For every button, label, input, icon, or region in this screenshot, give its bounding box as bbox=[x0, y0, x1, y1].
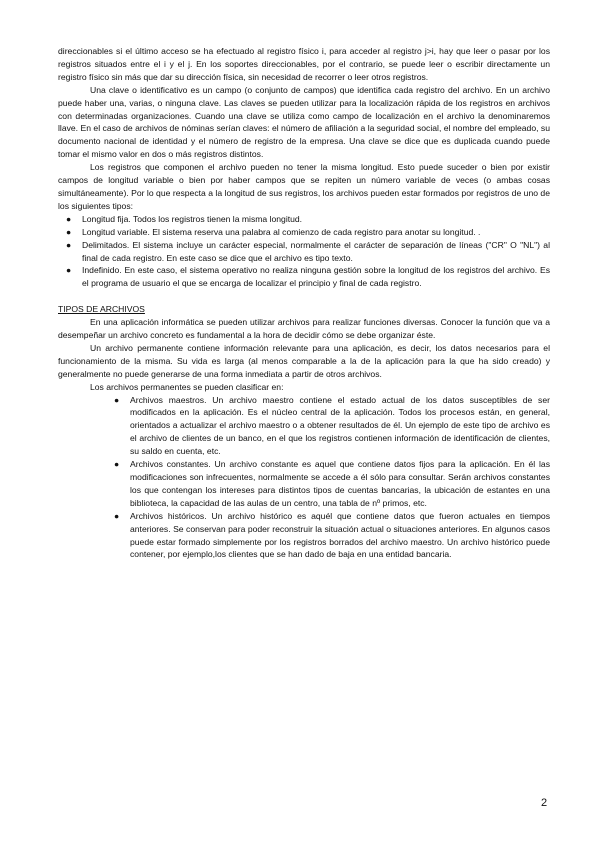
list-item: ● Archivos históricos. Un archivo histórico es aquél que contiene datos que fueron actuales en tiempos anteriores. Se conservan para poder reconstruir la situación actual o situaciones anteriores. En algunos casos puede estar formado simplemente por los registros borrados del archivo maestro. Un archivo histórico puede contener, por ejemplo,los clientes que se han dado de baja en una entidad bancaria. bbox=[114, 510, 550, 560]
paragraph-permanente: Un archivo permanente contiene información relevante para una aplicación, es decir, los datos necesarios para el funcionamiento de la misma. Su vida es larga (al menos comparable a la de la aplicación para la que ha sido creado) y generalmente no puede generarse de una forma inmediata a partir de otros archivos. bbox=[58, 342, 550, 379]
bullet-icon: ● bbox=[66, 226, 72, 237]
bullet-icon: ● bbox=[114, 510, 120, 521]
paragraph-continuation: direccionables si el último acceso se ha efectuado al registro físico i, para acceder al registro j>i, hay que leer o pasar por los registros situados entre el i y el j. En los soportes direccionables, por el contrario, se puede leer o escribir directamente un registro físico sin más que dar su dirección física, sin necesidad de recorrer o leer otros registros. bbox=[58, 46, 550, 82]
list-item: ● Longitud fija. Todos los registros tienen la misma longitud. bbox=[66, 213, 303, 224]
list-item: ● Delimitados. El sistema incluye un carácter especial, normalmente el carácter de separación de líneas ("CR" O "NL") al final de cada registro. En este caso se dice que el archivo es tipo texto. bbox=[66, 239, 550, 263]
bullet-icon: ● bbox=[66, 265, 72, 276]
list-item: ● Archivos constantes. Un archivo constante es aquel que contiene datos fijos para la aplicación. En él las modificaciones son infrecuentes, normalmente se accede a él sólo para consultar. Serán archivos constantes los que contengan los intereses para distintos tipos de cuentas bancarias, la ubicación de estantes en una biblioteca, la capacidad de las aulas de un centro, una tabla de nº primos, etc. bbox=[114, 459, 550, 508]
page-content bbox=[58, 45, 550, 561]
list-item: ● Archivos maestros. Un archivo maestro contiene el estado actual de los datos susceptibles de ser modificados en la aplicación. Es el núcleo central de la aplicación. Todos los procesos están, en general, orientados a actualizar el archivo maestro o a obtener resultados de él. Un ejemplo de este tipo de archivo es el archivo de clientes de un banco, en el que los registros contienen información de identificación de clientes, su saldo en cuenta, etc. bbox=[114, 394, 550, 457]
section-title: TIPOS DE ARCHIVOS bbox=[58, 304, 145, 315]
list-item: ● Longitud variable. El sistema reserva una palabra al comienzo de cada registro para anotar su longitud. . bbox=[66, 226, 481, 237]
page-number: 2 bbox=[541, 797, 548, 809]
paragraph-longitud: Los registros que componen el archivo pueden no tener la misma longitud. Esto puede suceder o bien por existir campos de longitud variable o bien por haber campos que se repiten un número variable de veces (o ambas cosas simultáneamente). Por lo que respecta a la longitud de sus registros, los archivos pueden estar formados por registros de uno de los siguientes tipos: bbox=[58, 162, 550, 211]
paragraph-clave: Una clave o identificativo es un campo (o conjunto de campos) que identifica cada registro del archivo. En un archivo puede haber una, varias, o ninguna clave. Las claves se pueden utilizar para la localización rápida de los registros en archivos con determinadas organizaciones. Cuando una clave se utiliza como campo de localización en el archivo la denominaremos llave. En el caso de archivos de nóminas serían claves: el número de afiliación a la seguridad social, el nombre del empleado, su documento nacional de identidad y el número de registro de la empresa. Una clave se dice que es duplicada cuando puede tomar el mismo valor en dos o más registros distintos. bbox=[58, 84, 550, 160]
paragraph-clasificar: Los archivos permanentes se pueden clasificar en: bbox=[90, 381, 284, 392]
bullet-icon: ● bbox=[66, 213, 72, 224]
list-item: ● Indefinido. En este caso, el sistema operativo no realiza ninguna gestión sobre la longitud de los registros del archivo. Es el programa de usuario el que se encarga de localizar el principio y final de cada registro. bbox=[66, 265, 550, 289]
bullet-icon: ● bbox=[114, 459, 120, 470]
bullet-icon: ● bbox=[114, 394, 120, 405]
bullet-icon: ● bbox=[66, 239, 72, 250]
length-types-list bbox=[58, 213, 550, 290]
permanent-types-list bbox=[58, 394, 550, 562]
paragraph-aplicacion: En una aplicación informática se pueden utilizar archivos para realizar funciones diversas. Conocer la función que va a desempeñar un archivo concreto es fundamental a la hora de decidir cómo se debe organizar éste. bbox=[58, 317, 550, 341]
